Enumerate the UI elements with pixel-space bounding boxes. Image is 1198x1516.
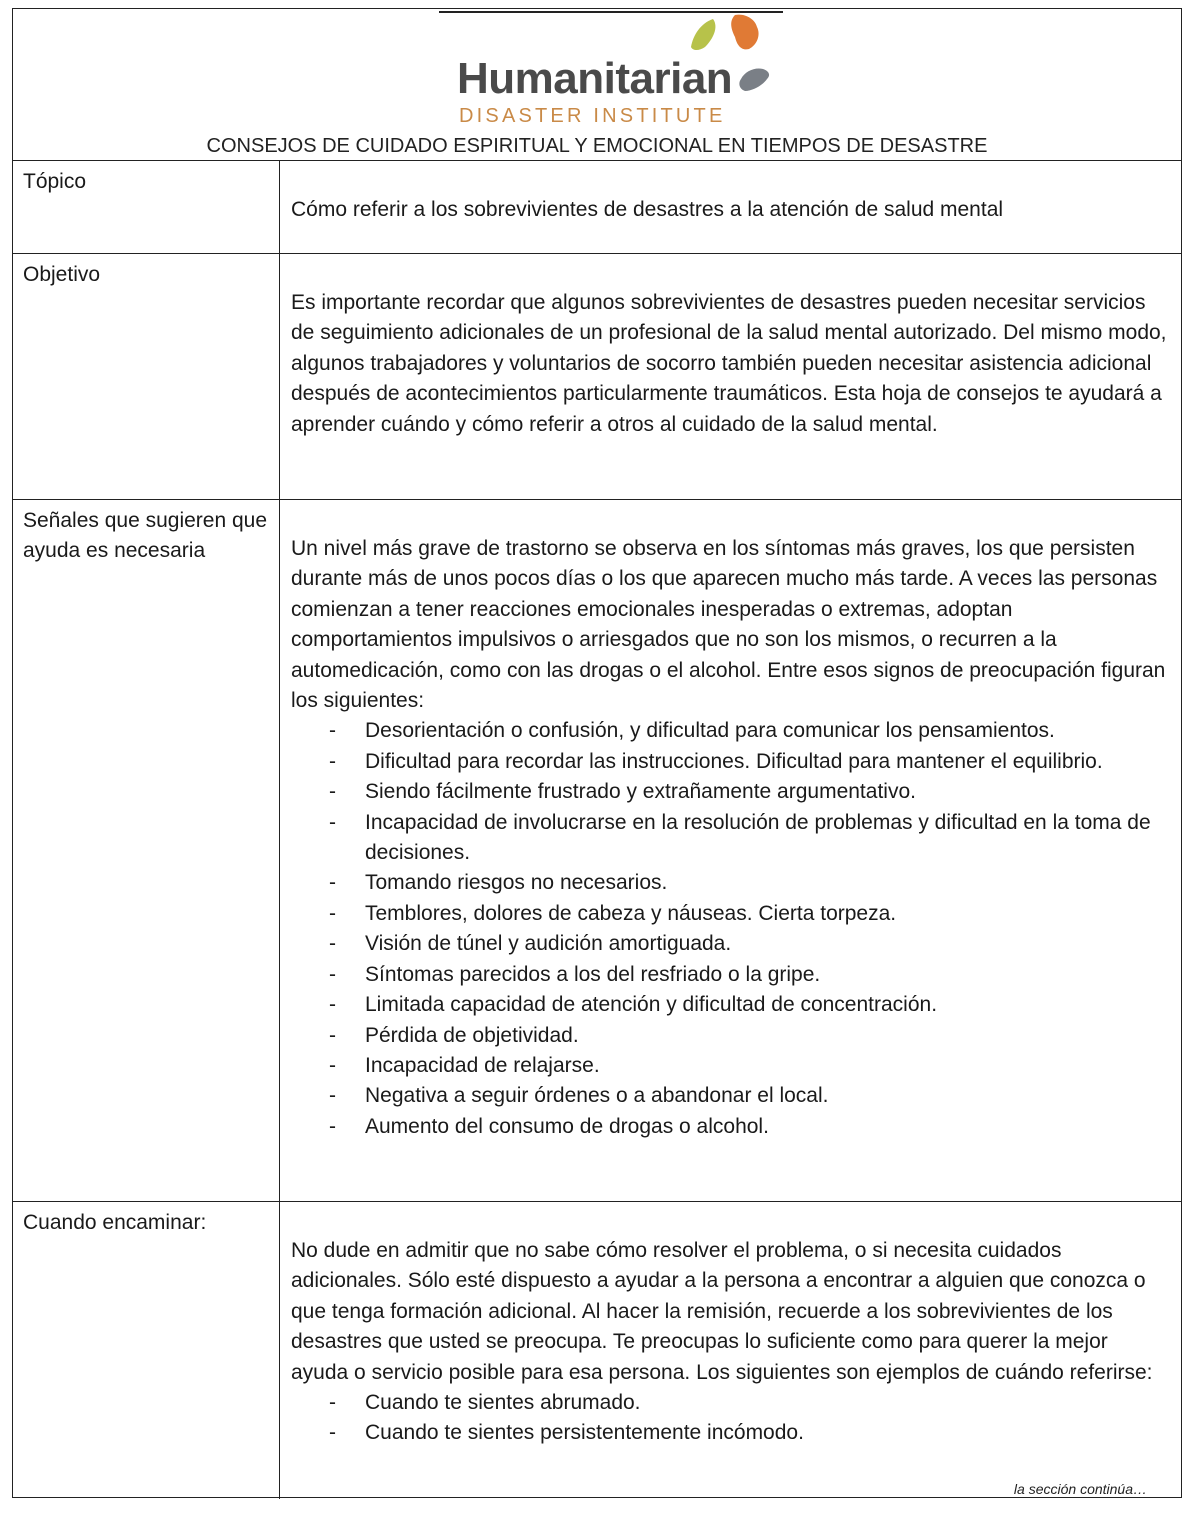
list-item-text: Negativa a seguir órdenes o a abandonar el local. <box>365 1084 829 1108</box>
cuando-list <box>291 1388 1169 1449</box>
list-item <box>291 1418 1169 1448</box>
dash-bullet: - <box>329 1114 336 1138</box>
label-objetivo: Objetivo <box>13 254 280 499</box>
row-cuando-encaminar <box>13 1202 1181 1499</box>
dash-bullet: - <box>329 871 336 895</box>
list-item <box>291 1051 1169 1081</box>
document-header <box>13 9 1181 161</box>
dash-bullet: - <box>329 780 336 804</box>
dash-bullet: - <box>329 993 336 1017</box>
list-item-text: Dificultad para recordar las instrucciones. Dificultad para mantener el equilibrio. <box>365 749 1103 773</box>
list-item-text: Incapacidad de involucrarse en la resolución de problemas y dificultad en la toma de decisiones. <box>365 810 1151 865</box>
logo-wordmark: Humanitarian <box>457 54 733 103</box>
list-item-text: Pérdida de objetividad. <box>365 1023 579 1047</box>
cuando-intro: No dude en admitir que no sabe cómo resolver el problema, o si necesita cuidados adicionales. Sólo esté dispuesto a ayudar a la persona a encontrar a alguien que conozca o que tenga formación adicional. Al hacer la remisión, recuerde a los sobrevivientes de los desastres que usted se preocupa. Te preocupas lo suficiente como para querer la mejor ayuda o servicio posible para esa persona. Los siguientes son ejemplos de cuándo referirse: <box>291 1239 1153 1384</box>
row-objetivo <box>13 254 1181 500</box>
list-item <box>291 716 1169 746</box>
dash-bullet: - <box>329 1023 336 1047</box>
list-item-text: Incapacidad de relajarse. <box>365 1053 600 1077</box>
humanitarian-disaster-institute-logo <box>443 13 783 129</box>
page-title: CONSEJOS DE CUIDADO ESPIRITUAL Y EMOCIONAL EN TIEMPOS DE DESASTRE <box>206 135 988 157</box>
label-cuando-encaminar: Cuando encaminar: <box>13 1202 280 1499</box>
list-item <box>291 747 1169 777</box>
list-item-text: Visión de túnel y audición amortiguada. <box>365 932 732 956</box>
list-item <box>291 899 1169 929</box>
senales-intro: Un nivel más grave de trastorno se observa en los síntomas más graves, los que persisten durante más de unos pocos días o los que aparecen mucho más tarde. A veces las personas comienzan a tener reacciones emocionales inesperadas o extremas, adoptan comportamientos impulsivos o arriesgados que no son los mismos, o recurren a la automedicación, como con las drogas o el alcohol. Entre esos signos de preocupación figuran los siguientes: <box>291 537 1166 713</box>
list-item <box>291 929 1169 959</box>
list-item <box>291 1021 1169 1051</box>
list-item <box>291 1112 1169 1142</box>
dash-bullet: - <box>329 1421 336 1445</box>
row-topico <box>13 161 1181 254</box>
list-item-text: Temblores, dolores de cabeza y náuseas. Cierta torpeza. <box>365 901 897 925</box>
content-cuando-encaminar <box>291 1236 1169 1449</box>
list-item <box>291 777 1169 807</box>
list-item <box>291 960 1169 990</box>
dash-bullet: - <box>329 932 336 956</box>
list-item-text: Tomando riesgos no necesarios. <box>365 871 668 895</box>
dash-bullet: - <box>329 1084 336 1108</box>
logo-subtitle: DISASTER INSTITUTE <box>459 105 726 127</box>
list-item <box>291 808 1169 869</box>
objetivo-text: Es importante recordar que algunos sobrevivientes de desastres pueden necesitar servicios de seguimiento adicionales de un profesional de la salud mental autorizado. Del mismo modo, algunos trabajadores y voluntarios de socorro también pueden necesitar asistencia adicional después de acontecimientos particularmente traumáticos. Esta hoja de consejos te ayudará a aprender cuándo y cómo referir a otros al cuidado de la salud mental. <box>291 291 1167 436</box>
list-item-text: Siendo fácilmente frustrado y extrañamente argumentativo. <box>365 780 916 804</box>
senales-list <box>291 716 1169 1142</box>
list-item-text: Limitada capacidad de atención y dificultad de concentración. <box>365 993 938 1017</box>
dash-bullet: - <box>329 1053 336 1077</box>
dash-bullet: - <box>329 719 336 743</box>
dash-bullet: - <box>329 810 336 834</box>
content-senales <box>291 534 1169 1142</box>
list-item <box>291 1388 1169 1418</box>
list-item-text: Aumento del consumo de drogas o alcohol. <box>365 1114 769 1138</box>
list-item-text: Síntomas parecidos a los del resfriado o la gripe. <box>365 962 821 986</box>
list-item <box>291 990 1169 1020</box>
dash-bullet: - <box>329 1391 336 1415</box>
content-objetivo <box>291 288 1169 440</box>
list-item <box>291 1081 1169 1111</box>
list-item-text: Cuando te sientes abrumado. <box>365 1391 641 1415</box>
content-topico <box>291 195 1169 225</box>
continues-note: la sección continúa… <box>1013 1481 1147 1497</box>
dash-bullet: - <box>329 962 336 986</box>
label-topico: Tópico <box>13 161 280 253</box>
document-frame <box>12 8 1182 1498</box>
dash-bullet: - <box>329 901 336 925</box>
list-item-text: Desorientación o confusión, y dificultad para comunicar los pensamientos. <box>365 719 1055 743</box>
dash-bullet: - <box>329 749 336 773</box>
list-item <box>291 868 1169 898</box>
label-senales: Señales que sugieren que ayuda es necesaria <box>13 500 280 1201</box>
row-senales <box>13 500 1181 1202</box>
topico-text: Cómo referir a los sobrevivientes de desastres a la atención de salud mental <box>291 198 1004 221</box>
list-item-text: Cuando te sientes persistentemente incómodo. <box>365 1421 804 1445</box>
